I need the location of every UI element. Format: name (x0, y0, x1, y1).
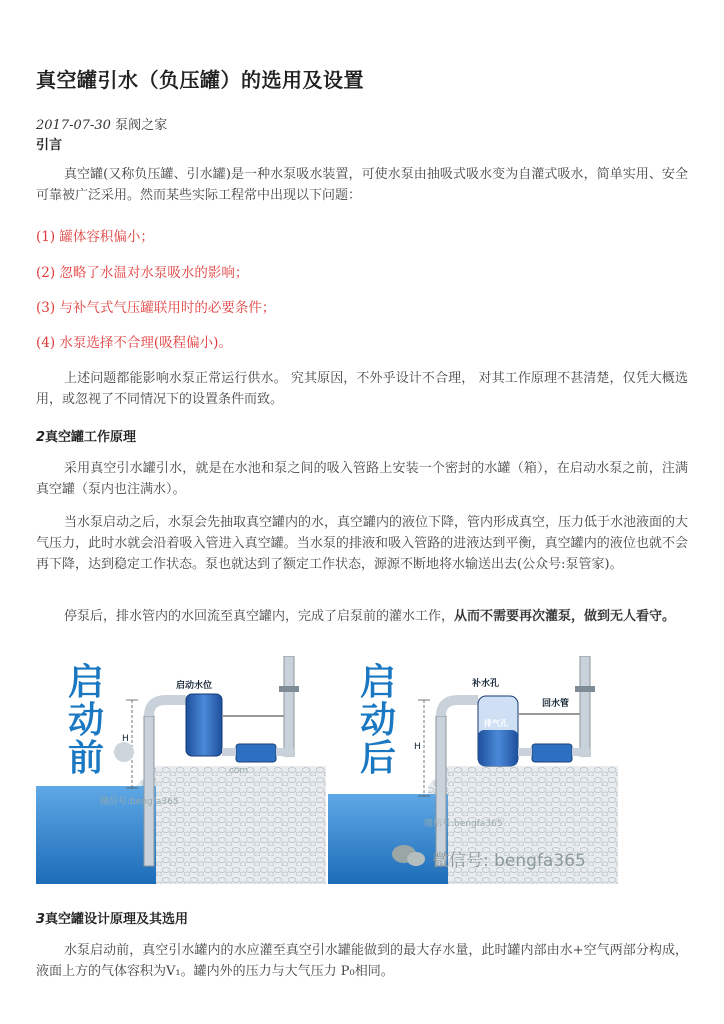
publish-date: 2017-07-30 (36, 118, 111, 133)
watermark-wechat: 微信号:bengfa365 (424, 819, 503, 829)
watermark-wechat-large: 微信号: bengfa365 (432, 851, 586, 871)
source-name: 泵阀之家 (115, 118, 168, 133)
intro-heading: 引言 (36, 138, 63, 153)
paragraph-text: 停泵后，排水管内的水回流至真空罐内，完成了启泵前的灌水工作， (64, 609, 455, 624)
problem-item: (3) 与补气式气压罐联用时的必要条件； (36, 300, 276, 316)
section-title: 真空罐工作原理 (45, 430, 137, 445)
refill-hole-callout: 补水孔 (472, 679, 500, 689)
section-2-heading (36, 426, 136, 445)
diagram-after-start (328, 656, 618, 884)
watermark-wechat: 微信号:bengfa365 (100, 797, 179, 807)
article-meta (36, 114, 167, 133)
diagram-before-start (36, 656, 326, 884)
section-3-paragraph-1: 水泵启动前，真空引水罐内的水应灌至真空引水罐能做到的最大存水量，此时罐内部由水+空气两部分构成，液面上方的气体容积为V₁。罐内外的压力与大气压力 P₀相同。 (36, 943, 688, 979)
return-pipe-callout: 回水管 (542, 699, 570, 709)
section-title: 真空罐设计原理及其选用 (45, 912, 189, 927)
section-number: 3 (36, 912, 46, 927)
before-start-label: 启动前 (67, 662, 104, 779)
section-2-paragraph-3 (36, 606, 688, 627)
vent-hole-callout: 排气孔 (484, 719, 508, 728)
after-start-label: 启动后 (359, 662, 396, 779)
pump-diagram-figure (36, 656, 618, 884)
problem-item: (4) 水泵选择不合理(吸程偏小)。 (36, 335, 232, 351)
section-number: 2 (36, 430, 46, 445)
section-2-paragraph-2: 当水泵启动之后，水泵会先抽取真空罐内的水，真空罐内的液位下降，管内形成真空，压力低于水池液面的大气压力，此时水就会沿着吸入管进入真空罐。当水泵的排液和吸入管路的进液达到平衡，真空罐内的液位也就不会再下降，达到稳定工作状态。泵也就达到了额定工作状态，源源不断地将水输送出去(公众号:泵管家)。 (36, 515, 689, 572)
section-3-heading (36, 908, 188, 927)
summary-paragraph: 上述问题都能影响水泵正常运行供水。 究其原因，不外乎设计不合理， 对其工作原理不甚清楚，仅凭大概选用，或忽视了不同情况下的设置条件而致。 (36, 371, 688, 407)
problem-item: (2) 忽略了水温对水泵吸水的影响； (36, 265, 249, 281)
height-h-label: H (414, 742, 421, 752)
start-water-level-callout: 启动水位 (176, 681, 213, 691)
watermark-site: .com (226, 766, 249, 776)
problem-item: (1) 罐体容积偏小； (36, 229, 154, 245)
section-2-paragraph-1: 采用真空引水罐引水，就是在水池和泵之间的吸入管路上安装一个密封的水罐（箱），在启动水泵之前，注满真空罐（泵内也注满水）。 (36, 461, 688, 497)
intro-paragraph: 真空罐(又称负压罐、引水罐)是一种水泵吸水装置，可使水泵由抽吸式吸水变为自灌式吸水，简单实用、安全可靠被广泛采用。然而某些实际工程常中出现以下问题： (36, 167, 688, 203)
emphasis-text: 从而不需要再次灌泵，做到无人看守。 (454, 609, 676, 624)
height-h-label: H (122, 734, 129, 744)
article-title: 真空罐引水（负压罐）的选用及设置 (36, 68, 364, 92)
